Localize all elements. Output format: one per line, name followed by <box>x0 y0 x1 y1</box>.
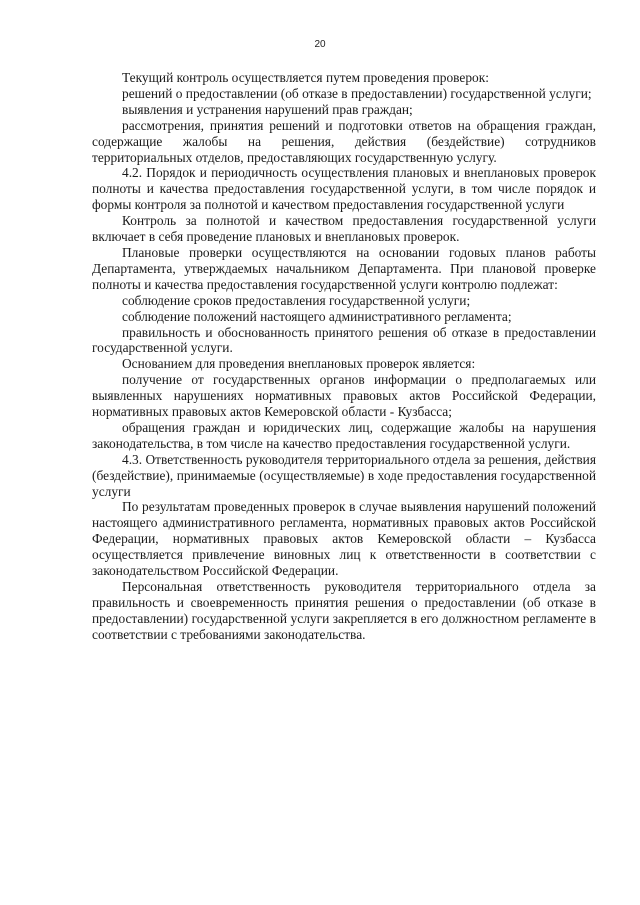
paragraph-violations-detection: выявления и устранения нарушений прав граждан; <box>122 101 413 117</box>
paragraph-state-bodies-info: получение от государственных органов информации о предполагаемых или выявленных нарушениях нормативных правовых актов Российской Федерации, нормативных правовых актов Кемеровской области - Кузбасса; <box>92 372 596 420</box>
section-heading-4-2: 4.2. Порядок и периодичность осуществления плановых и внеплановых проверок полноты и качества предоставления государственной услуги, в том числе порядок и формы контроля за полнотой и качеством предоставления государственной услуги <box>92 165 596 213</box>
paragraph-unplanned-grounds: Основанием для проведения внеплановых проверок является: <box>122 356 476 372</box>
paragraph-citizen-appeals: обращения граждан и юридических лиц, содержащие жалобы на нарушения законодательства, в том числе на качество предоставления государственной услуги. <box>92 419 596 451</box>
paragraph-regulation-compliance: соблюдение положений настоящего административного регламента; <box>122 308 512 324</box>
paragraph-control-includes: Контроль за полнотой и качеством предоставления государственной услуги включает в себя проведение плановых и внеплановых проверок. <box>92 213 596 245</box>
paragraph-current-control-intro: Текущий контроль осуществляется путем проведения проверок: <box>122 70 489 85</box>
section-heading-4-3: 4.3. Ответственность руководителя территориального отдела за решения, действия (бездействие), принимаемые (осуществляемые) в ходе предоставления государственной услуги <box>92 451 596 499</box>
paragraph-deadlines-compliance: соблюдение сроков предоставления государственной услуги; <box>122 292 471 308</box>
paragraph-complaints-review: рассмотрения, принятия решений и подготовки ответов на обращения граждан, содержащие жалобы на решения, действия (бездействие) сотрудников территориальных отделов, предоставляющих государственную услугу. <box>92 117 596 165</box>
paragraph-personal-responsibility: Персональная ответственность руководителя территориального отдела за правильность и своевременность принятия решения о предоставлении (об отказе в предоставлении) государственной услуги закрепляется в его должностном регламенте в соответствии с требованиями законодательства. <box>92 579 596 642</box>
paragraph-refusal-validity: правильность и обоснованность принятого решения об отказе в предоставлении государственной услуги. <box>92 324 596 356</box>
document-body <box>92 70 596 643</box>
paragraph-decisions-check: решений о предоставлении (об отказе в предоставлении) государственной услуги; <box>122 85 592 101</box>
paragraph-inspection-results: По результатам проведенных проверок в случае выявления нарушений положений настоящего административного регламента, нормативных правовых актов Российской Федерации, нормативных правовых актов Кемеровской области – Кузбасса осуществляется привлечение виновных лиц к ответственности в соответствии с законодательством Российской Федерации. <box>92 499 596 579</box>
page-number: 20 <box>314 39 326 50</box>
paragraph-planned-inspections: Плановые проверки осуществляются на основании годовых планов работы Департамента, утверждаемых начальником Департамента. При плановой проверке полноты и качества предоставления государственной услуги контролю подлежат: <box>92 244 596 292</box>
